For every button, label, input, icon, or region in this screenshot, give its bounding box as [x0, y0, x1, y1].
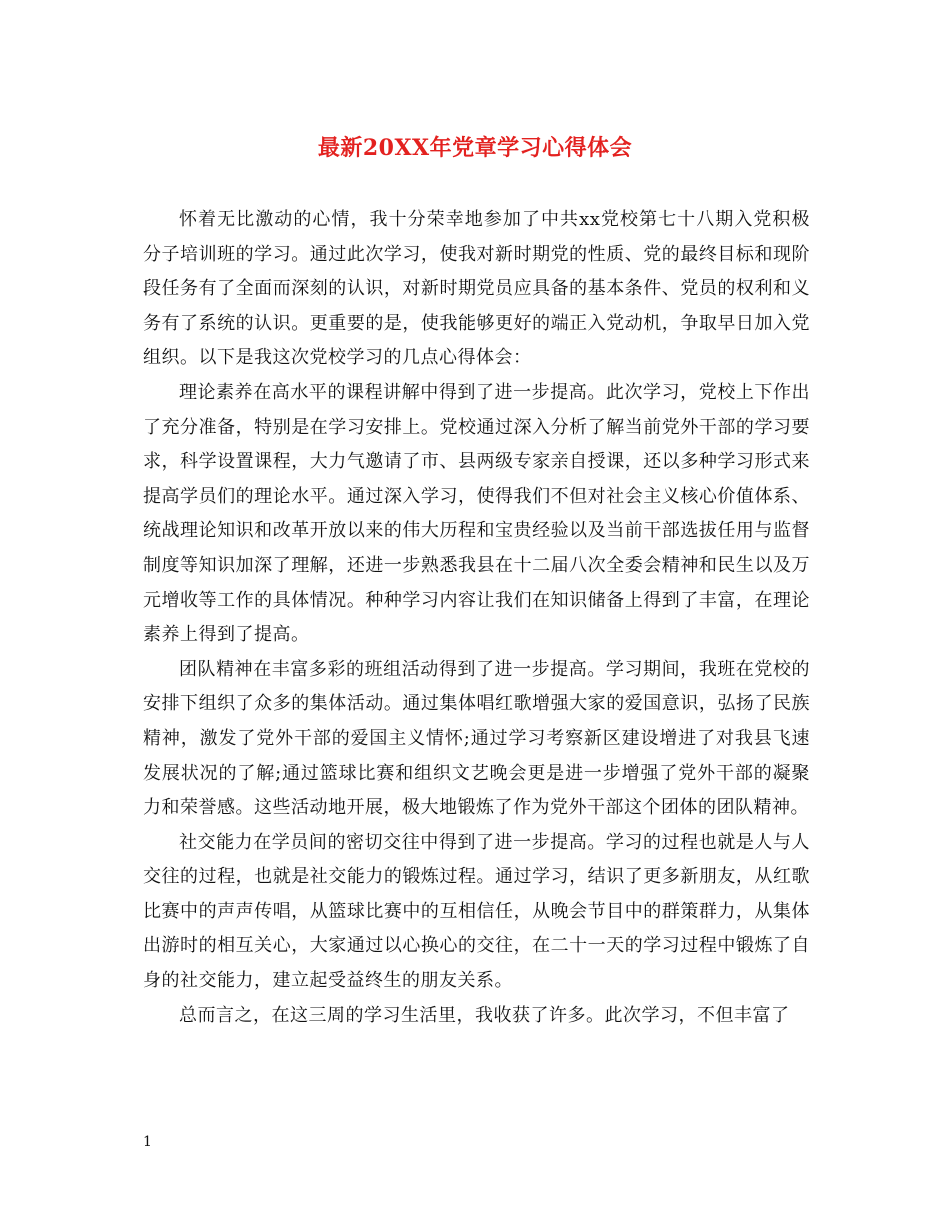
page-number: 1 — [143, 1134, 152, 1150]
paragraph-summary: 总而言之，在这三周的学习生活里，我收获了许多。此次学习，不但丰富了 — [179, 1004, 790, 1026]
paragraph-team-spirit: 团队精神在丰富多彩的班组活动得到了进一步提高。学习期间，我班在党校的安排下组织了众多的集体活动。通过集体唱红歌增强大家的爱国意识，弘扬了民族精神，激发了党外干部的爱国主义情怀;通过学习考察新区建设增进了对我县飞速发展状况的了解;通过篮球比赛和组织文艺晚会更是进一步增强了党外干部的凝聚力和荣誉感。这些活动地开展，极大地锻炼了作为党外干部这个团体的团队精神。 — [143, 658, 810, 819]
paragraph-intro: 怀着无比激动的心情，我十分荣幸地参加了中共xx党校第七十八期入党积极分子培训班的学习。通过此次学习，使我对新时期党的性质、党的最终目标和现阶段任务有了全面而深刻的认识，对新时期党员应具备的基本条件、党员的权利和义务有了系统的认识。更重要的是，使我能够更好的端正入党动机，争取早日加入党组织。以下是我这次党校学习的几点心得体会： — [143, 209, 810, 369]
paragraph-theory: 理论素养在高水平的课程讲解中得到了进一步提高。此次学习，党校上下作出了充分准备，特别是在学习安排上。党校通过深入分析了解当前党外干部的学习要求，科学设置课程，大力气邀请了市、县两级专家亲自授课，还以多种学习形式来提高学员们的理论水平。通过深入学习，使得我们不但对社会主义核心价值体系、统战理论知识和改革开放以来的伟大历程和宝贵经验以及当前干部选拔任用与监督制度等知识加深了理解，还进一步熟悉我县在十二届八次全委会精神和民生以及万元增收等工作的具体情况。种种学习内容让我们在知识储备上得到了丰富，在理论素养上得到了提高。 — [143, 381, 810, 646]
document-title: 最新20XX年党章学习心得体会 — [317, 135, 633, 161]
paragraph-social-ability: 社交能力在学员间的密切交往中得到了进一步提高。学习的过程也就是人与人交往的过程，也就是社交能力的锻炼过程。通过学习，结识了更多新朋友，从红歌比赛中的声声传唱，从篮球比赛中的互相信任，从晚会节目中的群策群力，从集体出游时的相互关心，大家通过以心换心的交往，在二十一天的学习过程中锻炼了自身的社交能力，建立起受益终生的朋友关系。 — [143, 831, 810, 992]
document-body — [143, 203, 810, 1033]
